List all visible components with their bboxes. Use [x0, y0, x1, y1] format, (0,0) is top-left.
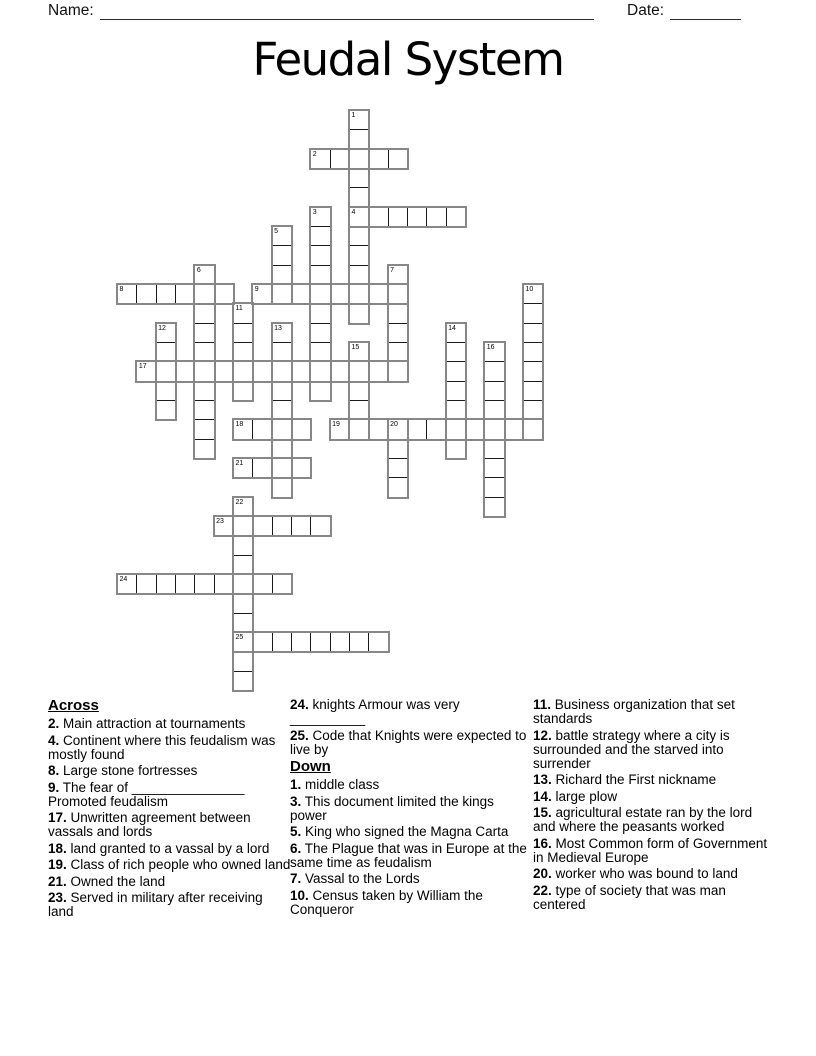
clue-11: 11. Business organization that set standards	[533, 697, 735, 726]
grid-cell[interactable]	[446, 207, 466, 227]
grid-cell[interactable]	[175, 574, 195, 594]
cell-number: 10	[525, 285, 534, 293]
grid-cell[interactable]	[388, 458, 408, 478]
grid-cell[interactable]	[252, 419, 272, 439]
grid-cell[interactable]	[194, 439, 214, 459]
grid-cell[interactable]	[349, 381, 369, 401]
clue-number: 23.	[48, 890, 67, 905]
grid-cell[interactable]	[233, 574, 253, 594]
clue-number: 9.	[48, 779, 60, 795]
clue-15: 15. agricultural estate ran by the lord and where the peasants worked	[533, 805, 753, 834]
grid-cell[interactable]	[388, 207, 408, 227]
cell-number: 5	[274, 227, 279, 235]
grid-cell[interactable]	[252, 516, 272, 536]
grid-cell[interactable]	[368, 361, 388, 381]
grid-cell[interactable]	[156, 342, 176, 362]
grid-cell[interactable]	[368, 207, 388, 227]
grid-cell[interactable]	[194, 419, 214, 439]
grid-cell[interactable]	[349, 400, 369, 420]
clue-17: 17. Unwritten agreement between vassals and lords	[48, 810, 251, 839]
grid-cell[interactable]	[194, 361, 214, 381]
clue-1: 1. middle class	[290, 777, 380, 792]
cell-number: 6	[196, 266, 201, 274]
grid-cell[interactable]	[156, 361, 176, 381]
clue-number: 2.	[48, 716, 60, 731]
grid-cell[interactable]	[233, 381, 253, 401]
grid-cell[interactable]	[368, 632, 388, 652]
grid-cell[interactable]	[233, 342, 253, 362]
grid-cell[interactable]	[446, 439, 466, 459]
clue-number: 10.	[290, 887, 309, 903]
clue-number: 17.	[48, 810, 67, 825]
grid-cell[interactable]	[156, 284, 176, 304]
grid-cell[interactable]	[272, 439, 292, 459]
grid-cell[interactable]	[349, 226, 369, 246]
grid-cell[interactable]	[291, 361, 311, 381]
grid-cell[interactable]	[214, 361, 234, 381]
grid-cell[interactable]	[330, 149, 350, 169]
clue-number: 15.	[533, 805, 552, 820]
grid-cell[interactable]	[310, 245, 330, 265]
clue-number: 22.	[533, 882, 552, 898]
grid-cell[interactable]	[484, 400, 504, 420]
grid-cell[interactable]	[233, 361, 253, 381]
clue-number: 16.	[533, 835, 552, 851]
grid-cell[interactable]	[388, 342, 408, 362]
grid-cell[interactable]	[272, 342, 292, 362]
grid-cell[interactable]	[349, 245, 369, 265]
grid-cell[interactable]	[272, 284, 292, 304]
grid-cell[interactable]	[523, 361, 543, 381]
clue-number: 13.	[533, 772, 552, 787]
grid-cell[interactable]	[272, 381, 292, 401]
grid-cell[interactable]	[272, 400, 292, 420]
clue-19: 19. Class of rich people who owned land	[48, 857, 291, 872]
grid-cell[interactable]	[233, 593, 253, 613]
grid-cell[interactable]	[484, 381, 504, 401]
clue-13: 13. Richard the First nickname	[533, 772, 717, 787]
cell-number: 16	[486, 343, 495, 351]
grid-cell[interactable]	[349, 361, 369, 381]
grid-cell[interactable]	[349, 129, 369, 149]
grid-cell[interactable]	[272, 516, 292, 536]
cell-number: 20	[390, 421, 398, 429]
clue-number: 5.	[290, 824, 302, 839]
cell-number: 8	[119, 285, 124, 293]
grid-cell[interactable]	[272, 361, 292, 381]
cell-number: 18	[235, 421, 244, 429]
grid-cell[interactable]	[194, 342, 214, 362]
grid-cell[interactable]	[272, 265, 292, 285]
cell-number: 24	[119, 575, 128, 583]
clue-number: 6.	[290, 840, 302, 856]
grid-cell[interactable]	[233, 613, 253, 633]
grid-cell[interactable]	[252, 574, 272, 594]
grid-cell[interactable]	[194, 303, 214, 323]
grid-cell[interactable]	[446, 419, 466, 439]
grid-cell[interactable]	[310, 226, 330, 246]
grid-cell[interactable]	[407, 419, 427, 439]
clue-3: 3. This document limited the kings power	[290, 793, 494, 823]
cell-number: 9	[254, 285, 259, 293]
cell-number: 19	[332, 421, 340, 429]
clue-22: 22. type of society that was man centered	[533, 882, 726, 912]
clue-5: 5. King who signed the Magna Carta	[290, 824, 509, 839]
grid-cell[interactable]	[368, 284, 388, 304]
grid-cell[interactable]	[388, 323, 408, 343]
grid-cell[interactable]	[388, 477, 408, 497]
clues-column-1	[48, 698, 291, 922]
cell-number: 4	[351, 208, 356, 216]
clue-2: 2. Main attraction at tournaments	[48, 716, 246, 731]
grid-cell[interactable]	[388, 439, 408, 459]
cell-number: 14	[448, 324, 456, 332]
grid-cell[interactable]	[194, 400, 214, 420]
grid-cell[interactable]	[291, 632, 311, 652]
grid-cell[interactable]	[426, 207, 446, 227]
clue-10: 10. Census taken by William the Conqueror	[290, 887, 483, 917]
grid-cell[interactable]	[523, 323, 543, 343]
grid-cell[interactable]	[272, 458, 292, 478]
grid-cell[interactable]	[136, 574, 156, 594]
grid-cell[interactable]	[484, 458, 504, 478]
grid-cell[interactable]	[194, 381, 214, 401]
clue-number: 18.	[48, 840, 67, 856]
grid-cell[interactable]	[504, 419, 524, 439]
grid-cell[interactable]	[484, 419, 504, 439]
grid-cell[interactable]	[233, 535, 253, 555]
grid-cell[interactable]	[368, 419, 388, 439]
grid-cell[interactable]	[310, 323, 330, 343]
clue-23: 23. Served in military after receiving land	[48, 890, 263, 919]
grid-cell[interactable]	[523, 342, 543, 362]
grid-cell[interactable]	[233, 516, 253, 536]
grid-cell[interactable]	[484, 361, 504, 381]
grid-cell[interactable]	[484, 477, 504, 497]
grid-cell[interactable]	[252, 361, 272, 381]
grid-cell[interactable]	[368, 149, 388, 169]
clue-7: 7. Vassal to the Lords	[290, 871, 420, 886]
cell-number: 21	[235, 459, 244, 467]
grid-cell[interactable]	[523, 419, 543, 439]
grid-cell[interactable]	[349, 168, 369, 188]
clue-20: 20. worker who was bound to land	[533, 866, 738, 881]
grid-cell[interactable]	[310, 361, 330, 381]
grid-cell[interactable]	[233, 555, 253, 575]
grid-cell[interactable]	[136, 284, 156, 304]
grid-cell[interactable]	[175, 361, 195, 381]
grid-cell[interactable]	[272, 632, 292, 652]
grid-cell[interactable]	[388, 361, 408, 381]
grid-cell[interactable]	[272, 477, 292, 497]
clue-16: 16. Most Common form of Government in Medieval Europe	[533, 835, 768, 865]
grid-cell[interactable]	[330, 632, 350, 652]
grid-cell[interactable]	[272, 574, 292, 594]
grid-cell[interactable]	[214, 574, 234, 594]
across-header: Across	[48, 697, 99, 714]
grid-cell[interactable]	[349, 303, 369, 323]
clue-number: 11.	[533, 697, 552, 712]
grid-cell[interactable]	[349, 284, 369, 304]
grid-cell[interactable]	[233, 671, 253, 691]
grid-cell[interactable]	[310, 303, 330, 323]
grid-cell[interactable]	[310, 632, 330, 652]
grid-cell[interactable]	[156, 400, 176, 420]
clue-6: 6. The Plague that was in Europe at the same time as feudalism	[290, 840, 527, 870]
grid-cell[interactable]	[194, 323, 214, 343]
clue-9: 9. The fear of _______________ Promoted feudalism	[48, 779, 245, 809]
grid-cell[interactable]	[310, 381, 330, 401]
grid-cell[interactable]	[330, 361, 350, 381]
clue-number: 12.	[533, 727, 552, 743]
grid-cell[interactable]	[330, 284, 350, 304]
clue-number: 4.	[48, 732, 60, 748]
grid-cell[interactable]	[252, 632, 272, 652]
date-label: Date:	[627, 2, 665, 19]
grid-cell[interactable]	[291, 419, 311, 439]
cell-number: 25	[235, 633, 244, 641]
grid-cell[interactable]	[446, 381, 466, 401]
grid-cell[interactable]	[310, 342, 330, 362]
grid-cell[interactable]	[156, 381, 176, 401]
clue-number: 14.	[533, 788, 552, 804]
clue-25: 25. Code that Knights were expected to live by	[290, 727, 527, 757]
grid-cell[interactable]	[252, 458, 272, 478]
grid-cell[interactable]	[388, 149, 408, 169]
cell-number: 12	[158, 324, 166, 332]
name-label: Name:	[48, 2, 94, 19]
grid-cell[interactable]	[194, 284, 214, 304]
clue-number: 3.	[290, 793, 302, 809]
clue-number: 24.	[290, 697, 309, 712]
cell-number: 2	[312, 150, 317, 158]
grid-cell[interactable]	[446, 400, 466, 420]
grid-cell[interactable]	[156, 574, 176, 594]
cell-number: 22	[235, 498, 244, 506]
clue-4: 4. Continent where this feudalism was mostly found	[48, 732, 276, 762]
cell-number: 3	[312, 208, 317, 216]
grid-cell[interactable]	[272, 419, 292, 439]
grid-cell[interactable]	[484, 497, 504, 517]
grid-cell[interactable]	[523, 400, 543, 420]
grid-cell[interactable]	[465, 419, 485, 439]
grid-cell[interactable]	[214, 284, 234, 304]
grid-cell[interactable]	[388, 303, 408, 323]
clue-number: 1.	[290, 777, 302, 792]
grid-cell[interactable]	[484, 439, 504, 459]
grid-cell[interactable]	[446, 342, 466, 362]
cell-number: 1	[351, 112, 356, 119]
clue-14: 14. large plow	[533, 788, 618, 804]
grid-cell[interactable]	[349, 149, 369, 169]
grid-cell[interactable]	[233, 651, 253, 671]
grid-cell[interactable]	[523, 303, 543, 323]
clue-number: 7.	[290, 871, 302, 886]
cell-number: 13	[274, 324, 282, 332]
grid-cell[interactable]	[446, 361, 466, 381]
grid-cell[interactable]	[388, 284, 408, 304]
grid-cell[interactable]	[523, 381, 543, 401]
grid-cell[interactable]	[233, 323, 253, 343]
grid-cell[interactable]	[349, 419, 369, 439]
grid-cell[interactable]	[291, 458, 311, 478]
grid-cell[interactable]	[291, 516, 311, 536]
grid-cell[interactable]	[194, 574, 214, 594]
clue-24: 24. knights Armour was very __________	[290, 697, 460, 726]
grid-cell[interactable]	[175, 284, 195, 304]
name-field-line[interactable]	[100, 19, 594, 20]
clue-number: 21.	[48, 873, 67, 889]
grid-cell[interactable]	[310, 265, 330, 285]
clue-18: 18. land granted to a vassal by a lord	[48, 840, 270, 856]
clue-12: 12. battle strategy where a city is surrounded and the starved into surrender	[533, 727, 730, 771]
clue-21: 21. Owned the land	[48, 873, 166, 889]
grid-cell[interactable]	[349, 187, 369, 207]
cell-number: 23	[216, 517, 224, 525]
page-title: Feudal System	[252, 33, 564, 86]
down-header: Down	[290, 758, 331, 775]
grid-cell[interactable]	[349, 632, 369, 652]
clues-column-2	[290, 698, 528, 919]
grid-cell[interactable]	[272, 245, 292, 265]
grid-cell[interactable]	[407, 207, 427, 227]
grid-cell[interactable]	[426, 419, 446, 439]
grid-cell[interactable]	[349, 265, 369, 285]
clues-column-3	[533, 698, 775, 914]
clue-number: 19.	[48, 857, 67, 872]
cell-number: 15	[351, 343, 360, 351]
grid-cell[interactable]	[291, 284, 311, 304]
cell-number: 7	[390, 266, 395, 274]
cell-number: 11	[235, 305, 243, 313]
clue-number: 8.	[48, 763, 60, 778]
clue-number: 20.	[533, 866, 552, 881]
cell-number: 17	[138, 363, 147, 371]
grid-cell[interactable]	[310, 284, 330, 304]
grid-cell[interactable]	[310, 516, 330, 536]
date-field-line[interactable]	[670, 19, 741, 20]
clue-8: 8. Large stone fortresses	[48, 763, 198, 778]
clue-number: 25.	[290, 727, 309, 743]
